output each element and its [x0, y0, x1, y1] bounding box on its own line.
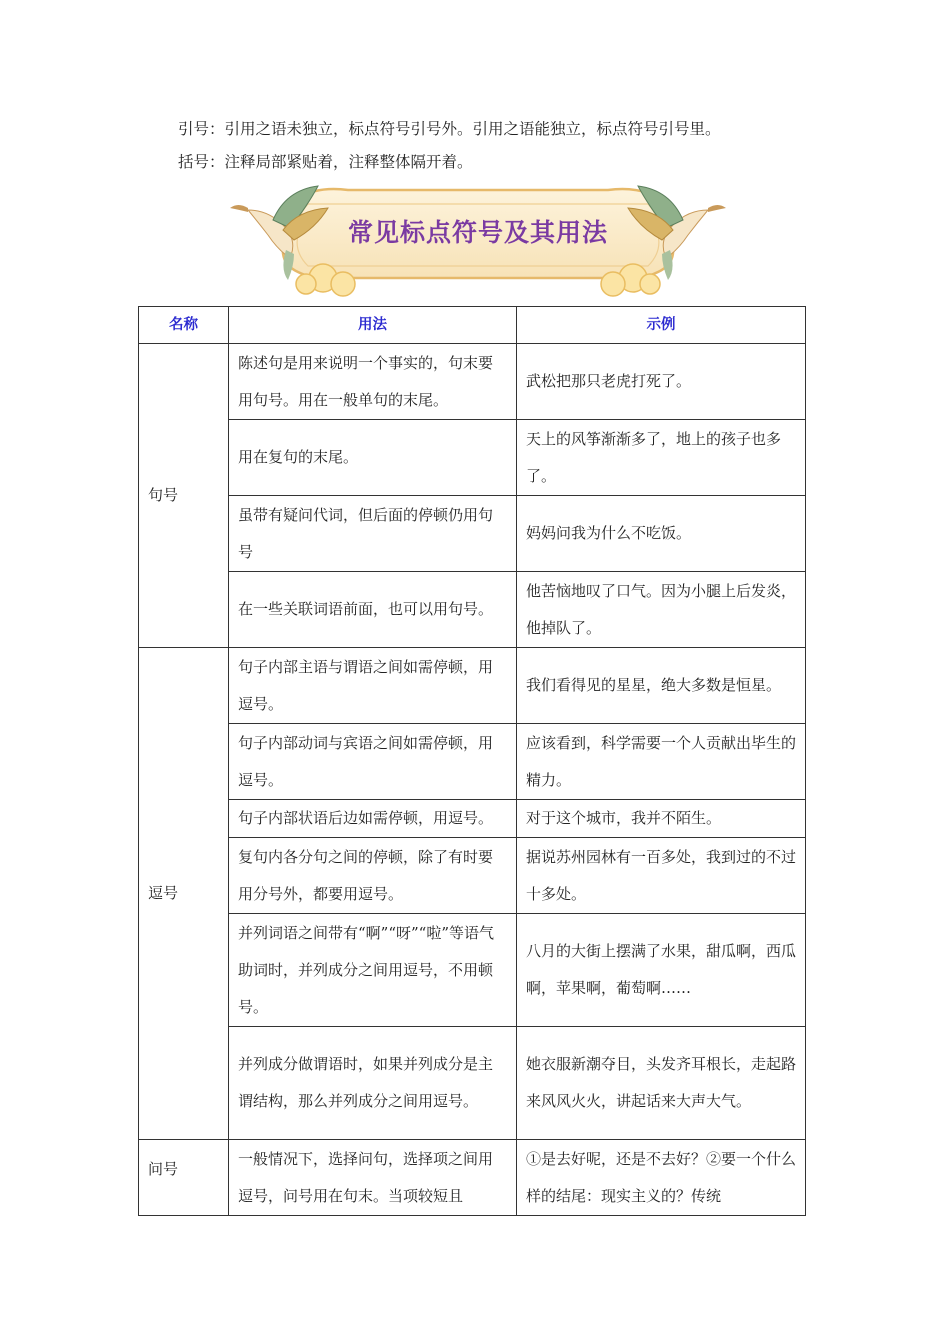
- table-row: [139, 914, 806, 1027]
- table-row: [139, 648, 806, 724]
- table-row: [139, 496, 806, 572]
- example-cell: 我们看得见的星星，绝大多数是恒星。: [517, 648, 806, 724]
- punctuation-table: [138, 306, 806, 1216]
- usage-cell: 句子内部主语与谓语之间如需停顿，用逗号。: [229, 648, 517, 724]
- usage-cell: 并列成分做谓语时，如果并列成分是主谓结构，那么并列成分之间用逗号。: [229, 1027, 517, 1140]
- usage-cell: 句子内部动词与宾语之间如需停顿，用逗号。: [229, 724, 517, 800]
- table-row: [139, 572, 806, 648]
- example-cell: 妈妈问我为什么不吃饭。: [517, 496, 806, 572]
- usage-cell: 用在复句的末尾。: [229, 420, 517, 496]
- example-cell: 天上的风筝渐渐多了，地上的孩子也多了。: [517, 420, 806, 496]
- example-cell: 她衣服新潮夺目，头发齐耳根长，走起路来风风火火，讲起话来大声大气。: [517, 1027, 806, 1140]
- intro-bracket-rule: 括号：注释局部紧贴着，注释整体隔开着。: [178, 153, 473, 171]
- example-cell: 八月的大街上摆满了水果，甜瓜啊，西瓜啊，苹果啊，葡萄啊……: [517, 914, 806, 1027]
- header-example: 示例: [517, 307, 806, 344]
- intro-quote-rule: 引号：引用之语未独立，标点符号引号外。引用之语能独立，标点符号引号里。: [178, 120, 721, 138]
- usage-cell: 虽带有疑问代词，但后面的停顿仍用句号: [229, 496, 517, 572]
- example-cell: 武松把那只老虎打死了。: [517, 344, 806, 420]
- example-cell: ①是去好呢，还是不去好？②要一个什么样的结尾：现实主义的？传统: [517, 1140, 806, 1216]
- usage-cell: 一般情况下，选择问句，选择项之间用逗号，问号用在句末。当项较短且: [229, 1140, 517, 1216]
- table-row: [139, 800, 806, 838]
- example-cell: 对于这个城市，我并不陌生。: [517, 800, 806, 838]
- example-cell: 据说苏州园林有一百多处，我到过的不过十多处。: [517, 838, 806, 914]
- table-row: [139, 420, 806, 496]
- group-name-question: 问号: [139, 1140, 229, 1216]
- usage-cell: 复句内各分句之间的停顿，除了有时要用分号外，都要用逗号。: [229, 838, 517, 914]
- header-usage: 用法: [229, 307, 517, 344]
- table-header-row: [139, 307, 806, 344]
- group-name-period: 句号: [139, 344, 229, 648]
- example-cell: 应该看到，科学需要一个人贡献出毕生的精力。: [517, 724, 806, 800]
- table-row: [139, 724, 806, 800]
- example-cell: 他苦恼地叹了口气。因为小腿上后发炎，他掉队了。: [517, 572, 806, 648]
- usage-cell: 并列词语之间带有“啊”“呀”“啦”等语气助词时，并列成分之间用逗号，不用顿号。: [229, 914, 517, 1027]
- header-name: 名称: [139, 307, 229, 344]
- banner-title: 常见标点符号及其用法: [347, 218, 608, 247]
- table-row: [139, 1140, 806, 1216]
- table-row: [139, 344, 806, 420]
- usage-cell: 陈述句是用来说明一个事实的，句末要用句号。用在一般单句的末尾。: [229, 344, 517, 420]
- group-name-comma: 逗号: [139, 648, 229, 1140]
- usage-cell: 在一些关联词语前面，也可以用句号。: [229, 572, 517, 648]
- table-row: [139, 838, 806, 914]
- usage-cell: 句子内部状语后边如需停顿，用逗号。: [229, 800, 517, 838]
- section-banner: [228, 180, 728, 305]
- table-row: [139, 1027, 806, 1140]
